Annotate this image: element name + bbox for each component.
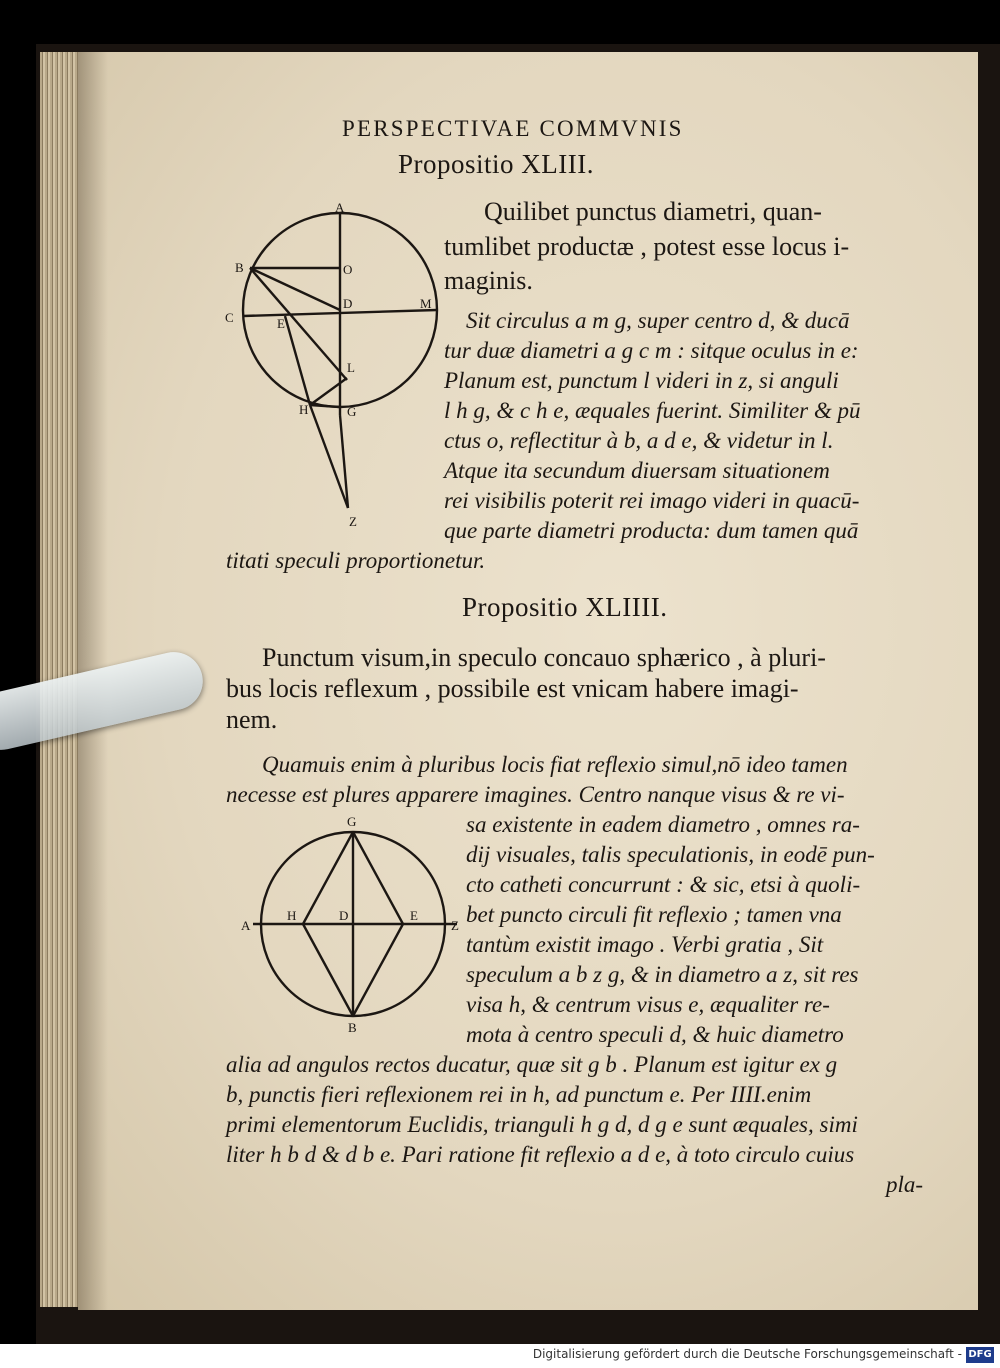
fig1-label-z: Z bbox=[349, 514, 357, 529]
prop2-body-line: necesse est plures apparere imagines. Centro nanque visus & re vi- bbox=[226, 782, 845, 807]
prop1-body-line: titati speculi proportionetur. bbox=[226, 548, 486, 573]
fig2-label-a: A bbox=[241, 918, 251, 933]
fig2-label-d: D bbox=[339, 908, 349, 923]
prop2-body-line: visa h, & centrum visus e, æqualiter re- bbox=[466, 992, 830, 1017]
fig1-label-d: D bbox=[343, 296, 353, 311]
footer-credit-text: Digitalisierung gefördert durch die Deutsche Forschungsgemeinschaft - bbox=[532, 1347, 962, 1361]
prop2-body-line: speculum a b z g, & in diametro a z, sit res bbox=[466, 962, 859, 987]
fig2-label-z: Z bbox=[451, 918, 459, 933]
prop2-body-line: alia ad angulos rectos ducatur, quæ sit g b . Planum est igitur ex g bbox=[226, 1052, 838, 1077]
figure-circle-diametri bbox=[215, 200, 455, 530]
prop2-body-line: tantùm existit imago . Verbi gratia , Sit bbox=[466, 932, 824, 957]
prop2-body-line: primi elementorum Euclidis, trianguli h g d, d g e sunt æquales, simi bbox=[226, 1112, 858, 1137]
prop1-body-line: que parte diametri producta: dum tamen quā bbox=[444, 518, 859, 543]
prop2-body-line: liter h b d & d b e. Pari ratione fit reflexio a d e, à toto circulo cuius bbox=[226, 1142, 855, 1167]
running-head: PERSPECTIVAE COMMVNIS bbox=[342, 116, 684, 141]
fig1-label-o: O bbox=[343, 262, 353, 277]
fig2-label-g: G bbox=[347, 814, 357, 829]
prop1-body-line: ctus o, reflectitur à b, a d e, & videtur in l. bbox=[444, 428, 834, 453]
fig2-label-b: B bbox=[348, 1020, 357, 1035]
prop2-statement-line: nem. bbox=[226, 705, 278, 734]
prop2-body-line: b, punctis fieri reflexionem rei in h, ad punctum e. Per IIII.enim bbox=[226, 1082, 812, 1107]
prop1-body-line: Planum est, punctum l videri in z, si anguli bbox=[444, 368, 839, 393]
prop1-body-line: l h g, & c h e, æquales fuerint. Similiter & pū bbox=[444, 398, 861, 423]
fig1-label-e: E bbox=[277, 316, 285, 331]
fig1-label-m: M bbox=[420, 296, 432, 311]
fig1-label-l: L bbox=[347, 360, 355, 375]
fig1-label-c: C bbox=[225, 310, 234, 325]
prop2-body-line: sa existente in eadem diametro , omnes ra- bbox=[466, 812, 860, 837]
prop1-statement-line: maginis. bbox=[444, 266, 533, 295]
prop2-body-line: dij visuales, talis speculationis, in eodē pun- bbox=[466, 842, 875, 867]
proposition-43-title: Propositio XLIII. bbox=[398, 149, 594, 179]
fig1-label-g: G bbox=[347, 404, 357, 419]
fig1-label-a: A bbox=[335, 200, 345, 215]
digitization-footer bbox=[0, 1344, 1000, 1368]
prop2-statement-line: bus locis reflexum , possibile est vnicam habere imagi- bbox=[226, 674, 799, 703]
fig1-label-h: H bbox=[299, 402, 309, 417]
prop2-body-line: mota à centro speculi d, & huic diametro bbox=[466, 1022, 844, 1047]
prop2-body-line: Quamuis enim à pluribus locis fiat reflexio simul,nō ideo tamen bbox=[262, 752, 848, 777]
fig2-label-h: H bbox=[287, 908, 297, 923]
prop2-statement-line: Punctum visum,in speculo concauo sphærico , à pluri- bbox=[262, 643, 826, 672]
prop1-statement-line: Quilibet punctus diametri, quan- bbox=[484, 197, 822, 226]
prop2-body-line: cto catheti concurrunt : & sic, etsi à quoli- bbox=[466, 872, 861, 897]
fig2-label-e: E bbox=[410, 908, 418, 923]
fig1-label-b: B bbox=[235, 260, 244, 275]
proposition-44-title: Propositio XLIIII. bbox=[462, 592, 668, 622]
prop1-body-line: tur duæ diametri a g c m : sitque oculus in e: bbox=[444, 338, 859, 363]
figure-circle-reflexio bbox=[235, 810, 465, 1040]
prop2-body-line: bet puncto circuli fit reflexio ; tamen vna bbox=[466, 902, 842, 927]
prop1-body-line: Sit circulus a m g, super centro d, & ducā bbox=[466, 308, 850, 333]
catchword: pla- bbox=[886, 1172, 924, 1197]
prop1-body-line: Atque ita secundum diuersam situationem bbox=[444, 458, 830, 483]
dfg-logo: DFG bbox=[966, 1347, 994, 1363]
prop1-body-line: rei visibilis poterit rei imago videri in quacū- bbox=[444, 488, 860, 513]
prop1-statement-line: tumlibet productæ , potest esse locus i- bbox=[444, 232, 850, 261]
